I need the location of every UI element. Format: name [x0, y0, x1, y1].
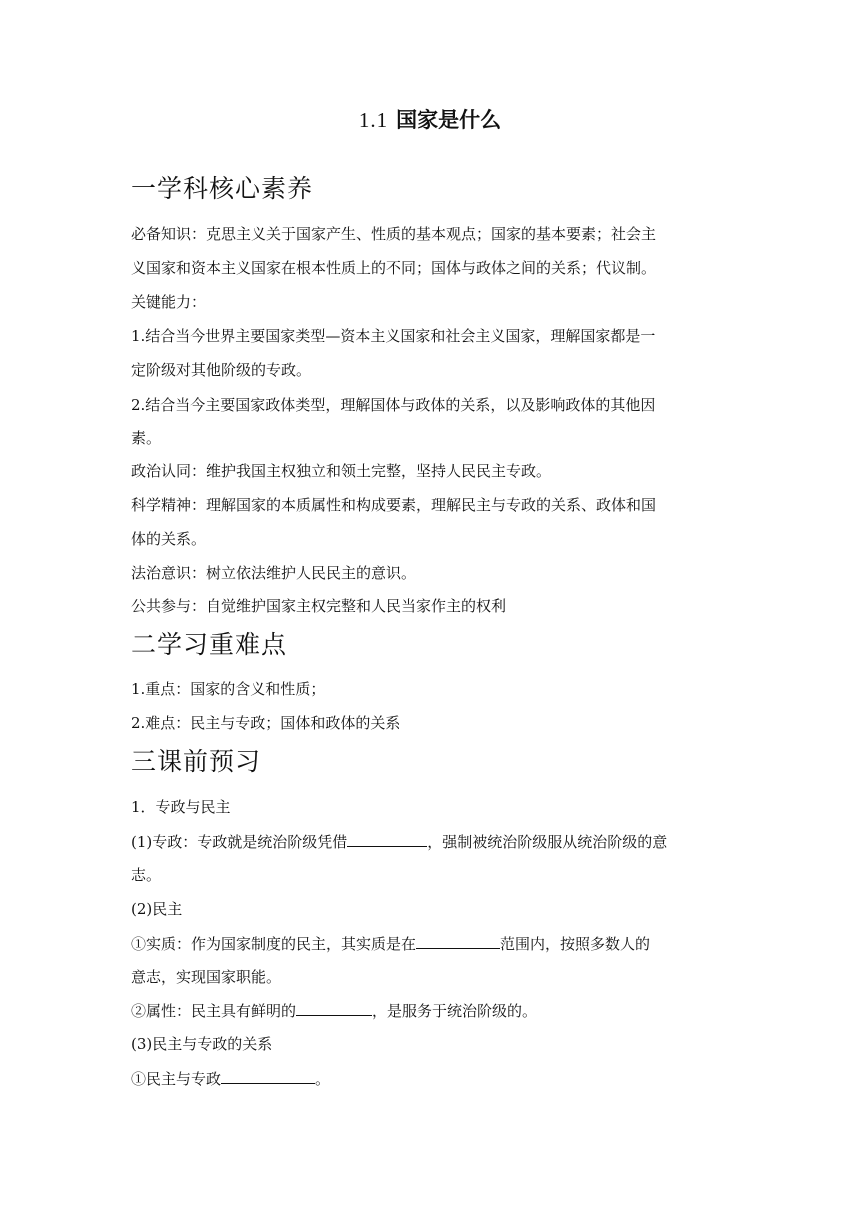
title-number: 1.1: [358, 108, 389, 132]
paragraph-line: 义国家和资本主义国家在根本性质上的不同；国体与政体之间的关系；代议制。: [131, 259, 657, 277]
fill-in-blank[interactable]: [347, 831, 427, 847]
paragraph-line: 政治认同：维护我国主权独立和领土完整，坚持人民民主专政。: [131, 462, 552, 480]
line-text: 范围内，按照多数人的: [500, 935, 651, 953]
paragraph-line: 关键能力：: [131, 293, 207, 311]
paragraph-line: 定阶级对其他阶级的专政。: [131, 361, 312, 379]
paragraph-line: (2)民主: [131, 900, 183, 918]
fill-in-blank[interactable]: [416, 933, 500, 949]
paragraph-line: 科学精神：理解国家的本质属性和构成要素，理解民主与专政的关系、政体和国: [131, 496, 657, 514]
paragraph-line: 素。: [131, 429, 162, 447]
section-heading-key-points: 二学习重难点: [131, 630, 288, 659]
line-text: 。: [315, 1070, 331, 1088]
line-text: ，强制被统治阶级服从统治阶级的意: [427, 833, 668, 851]
paragraph-line: 法治意识：树立依法维护人民民主的意识。: [131, 564, 417, 582]
fill-in-blank[interactable]: [221, 1068, 315, 1084]
paragraph-line: 2.难点：民主与专政；国体和政体的关系: [131, 714, 401, 732]
fill-in-line: [131, 933, 731, 954]
line-text: ①民主与专政: [131, 1070, 222, 1088]
line-text: ①实质：作为国家制度的民主，其实质是在: [131, 935, 417, 953]
paragraph-line: 2.结合当今主要国家政体类型，理解国体与政体的关系，以及影响政体的其他因: [131, 396, 656, 414]
section-heading-preview: 三课前预习: [131, 747, 262, 776]
fill-in-blank[interactable]: [296, 1000, 372, 1016]
line-text: ②属性：民主具有鲜明的: [131, 1002, 297, 1020]
paragraph-line: 1.结合当今世界主要国家类型—资本主义国家和社会主义国家，理解国家都是一: [131, 327, 656, 345]
paragraph-line: 1.重点：国家的含义和性质；: [131, 680, 326, 698]
paragraph-line: 必备知识：克思主义关于国家产生、性质的基本观点；国家的基本要素；社会主: [131, 225, 657, 243]
fill-in-line: [131, 1068, 731, 1089]
document-title: [0, 105, 860, 135]
fill-in-line: [131, 1000, 731, 1021]
paragraph-line: 1．专政与民主: [131, 798, 231, 816]
title-text: 国家是什么: [396, 108, 502, 132]
paragraph-line: 体的关系。: [131, 530, 207, 548]
paragraph-line: 志。: [131, 866, 162, 884]
line-text: (1)专政：专政就是统治阶级凭借: [131, 833, 348, 851]
paragraph-line: (3)民主与专政的关系: [131, 1035, 273, 1053]
line-text: ，是服务于统治阶级的。: [372, 1002, 538, 1020]
paragraph-line: 公共参与：自觉维护国家主权完整和人民当家作主的权利: [131, 597, 507, 615]
fill-in-line: [131, 831, 731, 852]
section-heading-core-literacy: 一学科核心素养: [131, 174, 314, 203]
paragraph-line: 意志，实现国家职能。: [131, 968, 282, 986]
